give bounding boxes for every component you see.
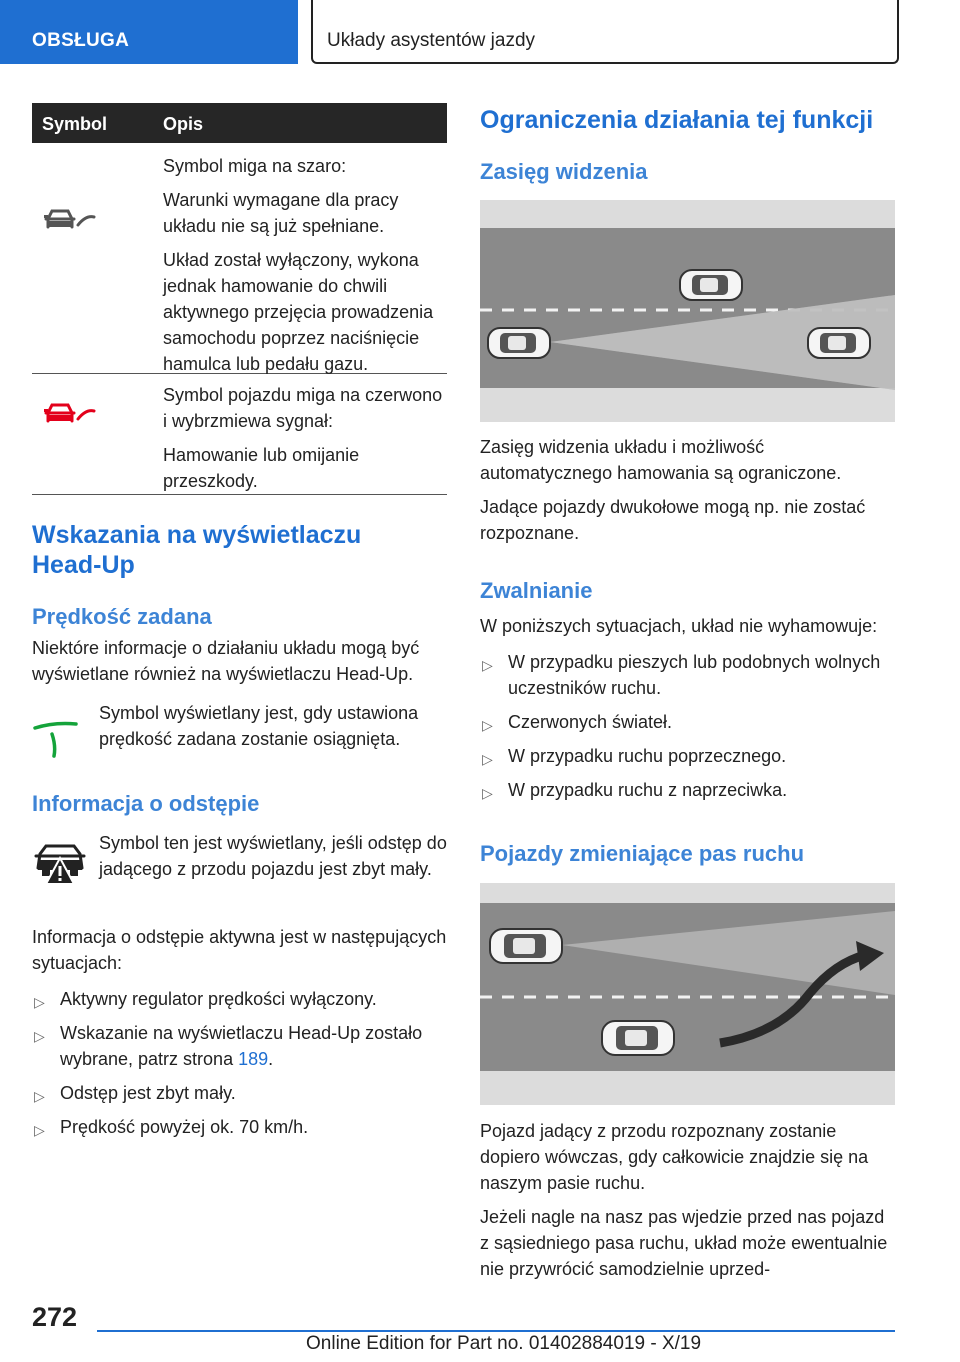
bullet-triangle-icon: ▷ — [34, 994, 45, 1010]
heading-slowing: Zwalnianie — [480, 578, 593, 603]
page-number: 272 — [32, 1302, 78, 1332]
visibility-text-1: Zasięg widzenia układu i możliwość automatycznego hamowania są ograniczone. — [480, 437, 842, 483]
table-cell-text: Hamowanie lub omijanie przeszkody. — [163, 445, 360, 491]
table-cell-text: Warunki wymagane dla pracy układu nie są już spełniane. — [163, 190, 399, 236]
table-cell-text: Symbol pojazdu miga na czerwono i wybrzmiewa sygnał: — [163, 385, 443, 431]
heading-hud: Wskazania na wyświetlaczu Head-Up — [32, 521, 362, 579]
visibility-text-2: Jadące pojazdy dwukołowe mogą np. nie zostać rozpoznane. — [480, 497, 866, 543]
set-speed-text: Niektóre informacje o działaniu układu mogą być wyświetlane również na wyświetlaczu Head-Up. — [32, 638, 420, 684]
list-item: ▷ W przypadku ruchu z naprzeciwka. — [480, 777, 895, 803]
bullet-triangle-icon: ▷ — [34, 1122, 45, 1138]
table-cell-text: Symbol miga na szaro: — [163, 156, 347, 176]
distance-icon-text: Symbol ten jest wyświetlany, jeśli odstęp do jadącego z przodu pojazdu jest zbyt mały. — [99, 833, 447, 879]
list-item: ▷ Aktywny regulator prędkości wyłączony. — [32, 986, 447, 1012]
bullet-triangle-icon: ▷ — [482, 785, 493, 801]
list-item: ▷ Czerwonych świateł. — [480, 709, 895, 735]
distance-intro: Informacja o odstępie aktywna jest w następujących sytuacjach: — [32, 927, 447, 973]
visibility-range-illustration — [480, 200, 895, 422]
heading-distance-info: Informacja o odstępie — [32, 791, 260, 816]
section-tab — [0, 0, 298, 64]
slowing-intro: W poniższych sytuacjach, układ nie wyhamowuje: — [480, 616, 878, 636]
heading-set-speed: Prędkość zadana — [32, 604, 212, 629]
car-warning-red-icon — [42, 399, 98, 430]
footer-divider — [97, 1330, 895, 1332]
list-item: ▷ W przypadku pieszych lub podobnych wolnych uczestników ruchu. — [482, 652, 881, 698]
heading-limits: Ograniczenia działania tej funkcji — [480, 106, 874, 134]
bullet-triangle-icon: ▷ — [34, 1028, 45, 1044]
distance-warning-icon — [32, 838, 88, 891]
page-link[interactable]: 189 — [238, 1049, 269, 1069]
set-speed-icon — [32, 714, 78, 763]
list-item: ▷ Prędkość powyżej ok. 70 km/h. — [32, 1114, 447, 1140]
car-warning-gray-icon — [42, 205, 98, 236]
bullet-triangle-icon: ▷ — [482, 717, 493, 733]
bullet-triangle-icon: ▷ — [482, 751, 493, 767]
bullet-triangle-icon: ▷ — [34, 1088, 45, 1104]
list-item: ▷ Wskazanie na wyświetlaczu Head-Up zostało wybrane, patrz strona 189. — [34, 1023, 423, 1069]
table-header — [32, 103, 447, 143]
heading-visibility-range: Zasięg widzenia — [480, 159, 648, 184]
table-row — [32, 143, 447, 374]
chapter-title: Układy asystentów jazdy — [327, 30, 536, 51]
lane-change-illustration — [480, 883, 895, 1105]
symbol-table — [32, 103, 447, 495]
footer-edition: Online Edition for Part no. 01402884019 - X/19 — [306, 1333, 702, 1354]
section-title: OBSŁUGA — [32, 30, 130, 51]
list-item: ▷ Odstęp jest zbyt mały. — [32, 1080, 447, 1106]
bullet-triangle-icon: ▷ — [482, 657, 493, 673]
set-speed-icon-text: Symbol wyświetlany jest, gdy ustawiona prędkość zadana zostanie osiągnięta. — [99, 703, 419, 749]
chapter-tab — [311, 0, 899, 64]
lane-change-text-2: Jeżeli nagle na nasz pas wjedzie przed nas pojazd z sąsiedniego pasa ruchu, układ może ewentualnie nie przywrócić samodzielnie uprzed- — [480, 1207, 888, 1279]
table-cell-text: Układ został wyłączony, wykona jednak hamowanie do chwili aktywnego przejęcia prowadzenia samochodu poprzez naciśnięcie hamulca lub pedału gazu. — [163, 250, 434, 374]
table-row — [32, 374, 447, 495]
table-header-description: Opis — [163, 114, 204, 134]
lane-change-text-1: Pojazd jadący z przodu rozpoznany zostanie dopiero wówczas, gdy całkowicie znajdzie się na naszym pasie ruchu. — [480, 1121, 869, 1193]
heading-lane-change: Pojazdy zmieniające pas ruchu — [480, 841, 805, 866]
table-header-symbol: Symbol — [42, 114, 108, 134]
list-item: ▷ W przypadku ruchu poprzecznego. — [480, 743, 895, 769]
